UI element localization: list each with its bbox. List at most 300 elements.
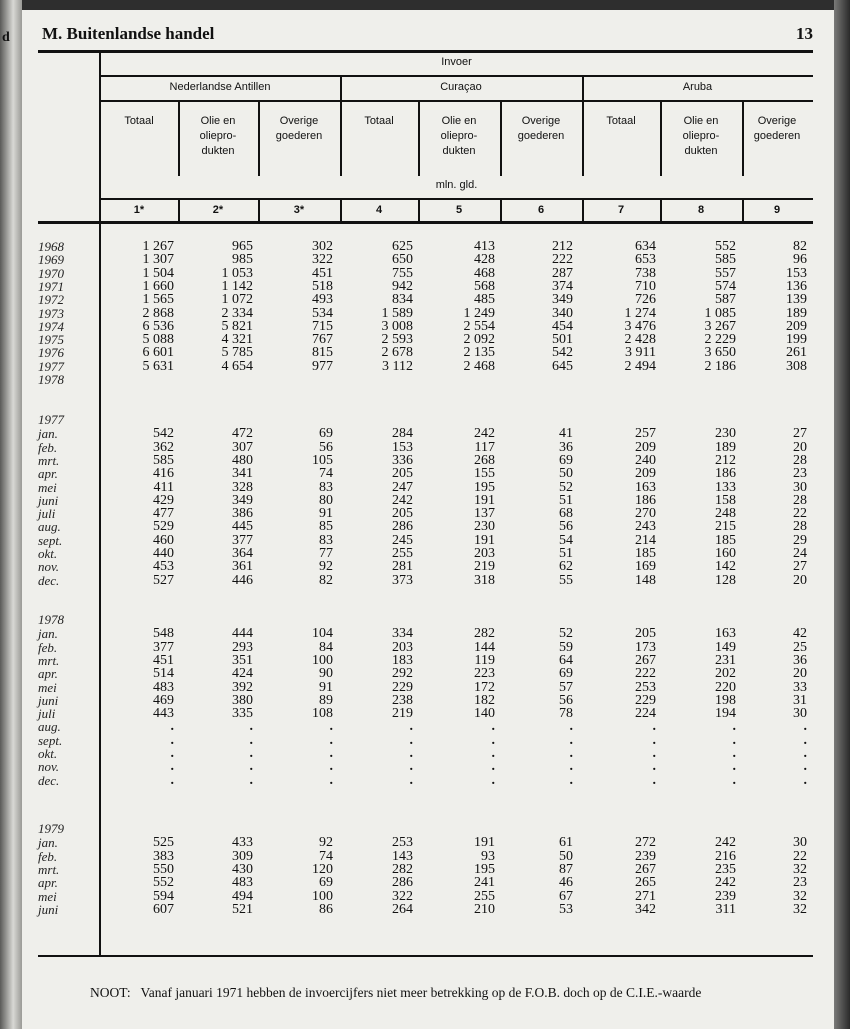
table-cell: .: [569, 746, 573, 761]
table-cell: 52: [559, 479, 573, 495]
table-cell: 50: [559, 848, 573, 864]
table-cell: 650: [392, 252, 413, 268]
table-cell: 128: [715, 572, 736, 588]
table-cell: .: [409, 772, 413, 788]
table-cell: .: [569, 732, 573, 748]
table-cell: 185: [715, 532, 736, 548]
column-number: 8: [697, 204, 705, 216]
table-cell: 440: [153, 546, 174, 561]
table-cell: 2 468: [463, 358, 495, 374]
table-cell: .: [569, 719, 573, 735]
table-cell: 1 072: [221, 292, 253, 308]
table-cell: 2 593: [381, 332, 413, 348]
table-cell: 28: [793, 452, 807, 468]
table-cell: 83: [319, 532, 333, 548]
table-cell: 3 267: [704, 318, 736, 334]
table-cell: 272: [635, 835, 656, 851]
table-cell: 548: [153, 626, 174, 642]
table-cell: 53: [559, 901, 573, 917]
table-cell: 318: [474, 572, 495, 588]
table-cell: 239: [635, 848, 656, 864]
row-label: 1968: [38, 239, 64, 254]
column-number: 3*: [293, 204, 305, 216]
table-cell: 469: [153, 692, 174, 708]
table-cell: 1 307: [142, 252, 174, 268]
table-cell: 182: [474, 692, 495, 708]
table-cell: 518: [312, 278, 333, 294]
table-cell: 158: [715, 492, 736, 508]
row-label: juli: [38, 506, 56, 522]
scan-border-top: [0, 0, 850, 10]
table-cell: 245: [392, 532, 413, 548]
table-cell: 22: [793, 506, 807, 522]
table-cell: 965: [232, 239, 253, 254]
book-spine-edge: [0, 0, 22, 1029]
table-cell: 36: [559, 439, 573, 455]
table-cell: 634: [635, 239, 656, 254]
table-cell: 155: [474, 466, 495, 482]
table-cell: 3 476: [624, 318, 656, 334]
table-cell: 69: [319, 875, 333, 891]
table-cell: 163: [715, 626, 736, 642]
table-cell: .: [732, 759, 736, 775]
unit-label: mln. gld.: [435, 179, 478, 191]
table-cell: 96: [793, 252, 807, 268]
table-cell: 32: [793, 901, 807, 917]
table-cell: 27: [793, 426, 807, 442]
table-cell: 287: [552, 265, 573, 281]
table-cell: .: [732, 719, 736, 735]
table-cell: 68: [559, 506, 573, 522]
table-cell: 416: [153, 466, 174, 482]
table-cell: 91: [319, 506, 333, 522]
table-cell: 195: [474, 479, 495, 495]
table-cell: .: [803, 759, 807, 775]
table-cell: 270: [635, 506, 656, 522]
table-cell: 22: [793, 848, 807, 864]
table-cell: 468: [474, 265, 495, 281]
table-cell: 23: [793, 466, 807, 482]
table-cell: 54: [559, 532, 573, 548]
table-cell: 1 274: [624, 305, 656, 321]
table-cell: 199: [786, 332, 807, 348]
table-cell: .: [803, 772, 807, 788]
table-cell: 191: [474, 835, 495, 851]
row-label: mrt.: [38, 452, 60, 468]
table-cell: .: [409, 746, 413, 761]
table-cell: 738: [635, 265, 656, 281]
table-cell: 480: [232, 452, 253, 468]
table-bottom-rule: [38, 955, 813, 957]
table-cell: 23: [793, 875, 807, 891]
table-cell: 62: [559, 559, 573, 575]
table-cell: 27: [793, 559, 807, 575]
row-label: okt.: [38, 546, 58, 561]
table-cell: 92: [319, 559, 333, 575]
table-cell: 2 868: [142, 305, 174, 321]
row-label: 1973: [38, 305, 64, 321]
table-cell: 108: [312, 706, 333, 722]
table-cell: 91: [319, 679, 333, 695]
adjacent-page-fragment: d: [2, 30, 10, 45]
table-cell: .: [803, 732, 807, 748]
scan-border-right: [834, 0, 850, 1029]
table-cell: 195: [474, 861, 495, 877]
table-cell: .: [652, 732, 656, 748]
table-cell: 183: [392, 652, 413, 668]
table-cell: 527: [153, 572, 174, 588]
table-cell: 349: [552, 292, 573, 308]
table-cell: 261: [786, 345, 807, 361]
table-cell: 235: [715, 861, 736, 877]
table-cell: 140: [474, 706, 495, 722]
table-cell: 380: [232, 692, 253, 708]
row-label: jan.: [38, 426, 58, 442]
group-curacao: Curaçao: [440, 81, 482, 93]
table-cell: .: [732, 746, 736, 761]
table-cell: .: [491, 746, 495, 761]
table-cell: 377: [232, 532, 253, 548]
table-cell: 238: [392, 692, 413, 708]
footnote-label: NOOT:: [90, 985, 131, 1000]
table-cell: 5 088: [142, 332, 174, 348]
table-cell: 191: [474, 492, 495, 508]
table-cell: 607: [153, 901, 174, 917]
table-cell: 142: [715, 559, 736, 575]
group-aruba: Aruba: [682, 81, 713, 93]
table-cell: 133: [715, 479, 736, 495]
table-cell: 25: [793, 639, 807, 655]
column-header: Overige goederen: [275, 115, 323, 142]
row-label: 1970: [38, 265, 64, 281]
column-header: Olie en oliepro- dukten: [199, 115, 237, 157]
row-label: mei: [38, 888, 57, 904]
table-cell: 77: [319, 546, 333, 561]
table-cell: 1 589: [381, 305, 413, 321]
table-cell: 46: [559, 875, 573, 891]
table-cell: 56: [319, 439, 333, 455]
table-cell: 552: [153, 875, 174, 891]
table-cell: 119: [474, 652, 495, 668]
table-cell: 83: [319, 479, 333, 495]
table-cell: 32: [793, 861, 807, 877]
table-cell: 31: [793, 692, 807, 708]
table-cell: 169: [635, 559, 656, 575]
table-cell: 585: [715, 252, 736, 268]
table-cell: 20: [793, 572, 807, 588]
table-cell: 212: [715, 452, 736, 468]
table-cell: .: [329, 772, 333, 788]
table-cell: 149: [715, 639, 736, 655]
table-cell: 340: [552, 305, 573, 321]
table-cell: 308: [786, 358, 807, 374]
table-cell: .: [409, 732, 413, 748]
table-cell: 328: [232, 479, 253, 495]
table-cell: 214: [635, 532, 656, 548]
table-cell: 472: [232, 426, 253, 442]
table-cell: .: [170, 759, 174, 775]
table-cell: 2 229: [704, 332, 736, 348]
rule-under-groups: [100, 100, 813, 102]
row-label: 1975: [38, 332, 64, 348]
table-cell: 2 334: [221, 305, 253, 321]
table-cell: 322: [312, 252, 333, 268]
table-cell: 282: [392, 861, 413, 877]
row-label: juni: [38, 492, 59, 508]
table-cell: .: [409, 719, 413, 735]
table-cell: 815: [312, 345, 333, 361]
row-label: apr.: [38, 666, 58, 682]
table-cell: 51: [559, 546, 573, 561]
table-cell: 293: [232, 639, 253, 655]
column-number: 4: [375, 204, 383, 216]
table-cell: 557: [715, 265, 736, 281]
table-cell: 271: [635, 888, 656, 904]
table-cell: 451: [312, 265, 333, 281]
table-cell: 229: [635, 692, 656, 708]
table-cell: 2 135: [463, 345, 495, 361]
row-label: nov.: [38, 559, 60, 575]
table-cell: 136: [786, 278, 807, 294]
table-cell: 2 186: [704, 358, 736, 374]
table-cell: 292: [392, 666, 413, 682]
table-cell: 477: [153, 506, 174, 522]
table-cell: 364: [232, 546, 253, 561]
table-cell: 501: [552, 332, 573, 348]
table-cell: 92: [319, 835, 333, 851]
table-cell: 242: [474, 426, 495, 442]
table-cell: .: [170, 772, 174, 788]
table-cell: 411: [153, 479, 174, 495]
group-nederlandse-antillen: Nederlandse Antillen: [169, 81, 271, 93]
table-cell: 755: [392, 265, 413, 281]
table-cell: 230: [715, 426, 736, 442]
table-cell: 483: [153, 679, 174, 695]
table-cell: 229: [392, 679, 413, 695]
table-cell: .: [170, 746, 174, 761]
table-cell: 710: [635, 278, 656, 294]
row-label: aug.: [38, 519, 61, 535]
table-cell: 255: [392, 546, 413, 561]
table-cell: 28: [793, 492, 807, 508]
table-cell: 3 911: [625, 345, 656, 361]
table-cell: .: [409, 759, 413, 775]
header-invoer: Invoer: [441, 56, 472, 68]
table-cell: 173: [635, 639, 656, 655]
table-cell: 74: [319, 466, 333, 482]
table-cell: 267: [635, 652, 656, 668]
table-cell: 386: [232, 506, 253, 522]
table-cell: 189: [786, 305, 807, 321]
table-cell: .: [652, 719, 656, 735]
table-cell: 198: [715, 692, 736, 708]
table-cell: 568: [474, 278, 495, 294]
table-cell: 2 092: [463, 332, 495, 348]
table-cell: 286: [392, 875, 413, 891]
rule-above-colnums: [100, 198, 813, 200]
table-cell: 82: [319, 572, 333, 588]
table-cell: 189: [715, 439, 736, 455]
table-cell: 392: [232, 679, 253, 695]
table-cell: 243: [635, 519, 656, 535]
table-cell: 534: [312, 305, 333, 321]
table-cell: 41: [559, 426, 573, 442]
table-cell: 212: [552, 239, 573, 254]
row-label: 1971: [38, 278, 64, 294]
table-cell: 451: [153, 652, 174, 668]
table-cell: 4 654: [221, 358, 253, 374]
table-cell: 265: [635, 875, 656, 891]
table-cell: 209: [635, 466, 656, 482]
row-label: 1978: [38, 372, 64, 387]
table-cell: 341: [232, 466, 253, 482]
table-cell: 82: [793, 239, 807, 254]
table-cell: 834: [392, 292, 413, 308]
row-label: apr.: [38, 466, 58, 482]
row-label: sept.: [38, 532, 63, 548]
table-cell: 194: [715, 706, 736, 722]
table-cell: 209: [786, 318, 807, 334]
table-cell: 322: [392, 888, 413, 904]
table-cell: .: [803, 746, 807, 761]
column-number: 5: [455, 204, 463, 216]
table-cell: 374: [552, 278, 573, 294]
table-cell: 267: [635, 861, 656, 877]
row-label: sept.: [38, 732, 63, 748]
table-cell: 445: [232, 519, 253, 535]
table-cell: 69: [559, 452, 573, 468]
footnote-text: Vanaf januari 1971 hebben de invoercijfers niet meer betrekking op de F.O.B. doch op de C.I.E.-waarde: [140, 985, 702, 1000]
table-cell: 335: [232, 706, 253, 722]
block-year-label: 1977: [38, 412, 64, 427]
table-cell: 342: [635, 901, 656, 917]
table-cell: .: [652, 759, 656, 775]
table-cell: .: [170, 732, 174, 748]
table-cell: 104: [312, 626, 333, 642]
table-cell: 377: [153, 639, 174, 655]
table-cell: 56: [559, 519, 573, 535]
table-cell: 59: [559, 639, 573, 655]
table-cell: 222: [635, 666, 656, 682]
table-cell: 1 504: [142, 265, 174, 281]
table-cell: 205: [392, 506, 413, 522]
row-label: dec.: [38, 572, 60, 588]
table-cell: 215: [715, 519, 736, 535]
table-cell: .: [329, 759, 333, 775]
table-cell: 203: [392, 639, 413, 655]
row-label: aug.: [38, 719, 61, 735]
table-cell: 143: [392, 848, 413, 864]
table-cell: 460: [153, 532, 174, 548]
table-cell: 209: [635, 439, 656, 455]
table-cell: 253: [635, 679, 656, 695]
table-cell: 6 536: [142, 318, 174, 334]
table-cell: .: [491, 719, 495, 735]
section-title: M. Buitenlandse handel: [42, 24, 215, 43]
table-cell: 255: [474, 888, 495, 904]
table-cell: 336: [392, 452, 413, 468]
table-cell: 653: [635, 252, 656, 268]
table-cell: 57: [559, 679, 573, 695]
table-cell: 361: [232, 559, 253, 575]
column-number: 2*: [212, 204, 224, 216]
column-header: Totaal: [606, 115, 636, 127]
table-cell: 309: [232, 848, 253, 864]
table-cell: 30: [793, 835, 807, 851]
table-cell: 61: [559, 835, 573, 851]
table-cell: 56: [559, 692, 573, 708]
column-number: 9: [773, 204, 781, 216]
table-cell: 153: [786, 265, 807, 281]
table-cell: 5 821: [221, 318, 253, 334]
table-cell: 2 494: [624, 358, 656, 374]
block-year-label: 1978: [38, 612, 64, 627]
table-cell: 117: [474, 439, 495, 455]
table-cell: 191: [474, 532, 495, 548]
table-cell: 239: [715, 888, 736, 904]
table-cell: 594: [153, 888, 174, 904]
table-cell: 574: [715, 278, 736, 294]
table-cell: 1 142: [221, 278, 253, 294]
table-cell: 443: [153, 706, 174, 722]
table-cell: 69: [319, 426, 333, 442]
table-cell: 205: [635, 626, 656, 642]
table-cell: 80: [319, 492, 333, 508]
table-cell: 542: [552, 345, 573, 361]
table-cell: 1 267: [142, 239, 174, 254]
table-cell: 74: [319, 848, 333, 864]
table-cell: 30: [793, 479, 807, 495]
table-cell: 428: [474, 252, 495, 268]
table-cell: 20: [793, 666, 807, 682]
table-cell: 219: [392, 706, 413, 722]
column-header: Totaal: [124, 115, 154, 127]
table-cell: 6 601: [142, 345, 174, 361]
table-cell: 29: [793, 532, 807, 548]
row-label: jan.: [38, 835, 58, 851]
row-label: 1969: [38, 252, 64, 268]
column-header: Totaal: [364, 115, 394, 127]
table-cell: 430: [232, 861, 253, 877]
table-cell: 268: [474, 452, 495, 468]
table-cell: 413: [474, 239, 495, 254]
table-cell: .: [491, 772, 495, 788]
table-cell: 453: [153, 559, 174, 575]
table-cell: 362: [153, 439, 174, 455]
table-cell: 120: [312, 861, 333, 877]
table-cell: 69: [559, 666, 573, 682]
table-cell: 5 785: [221, 345, 253, 361]
table-cell: 529: [153, 519, 174, 535]
table-cell: 100: [312, 652, 333, 668]
table-cell: 1 249: [463, 305, 495, 321]
table-cell: 64: [559, 652, 573, 668]
table-cell: 446: [232, 572, 253, 588]
table-cell: .: [732, 732, 736, 748]
table-cell: 242: [715, 875, 736, 891]
row-label: feb.: [38, 639, 58, 655]
table-cell: 281: [392, 559, 413, 575]
table-cell: 241: [474, 875, 495, 891]
table-cell: 242: [715, 835, 736, 851]
table-cell: 222: [552, 252, 573, 268]
column-header: Olie en oliepro- dukten: [440, 115, 478, 157]
table-cell: 585: [153, 452, 174, 468]
table-cell: 444: [232, 626, 253, 642]
table-top-rule: [38, 50, 813, 53]
table-cell: 210: [474, 901, 495, 917]
row-label: okt.: [38, 746, 58, 761]
